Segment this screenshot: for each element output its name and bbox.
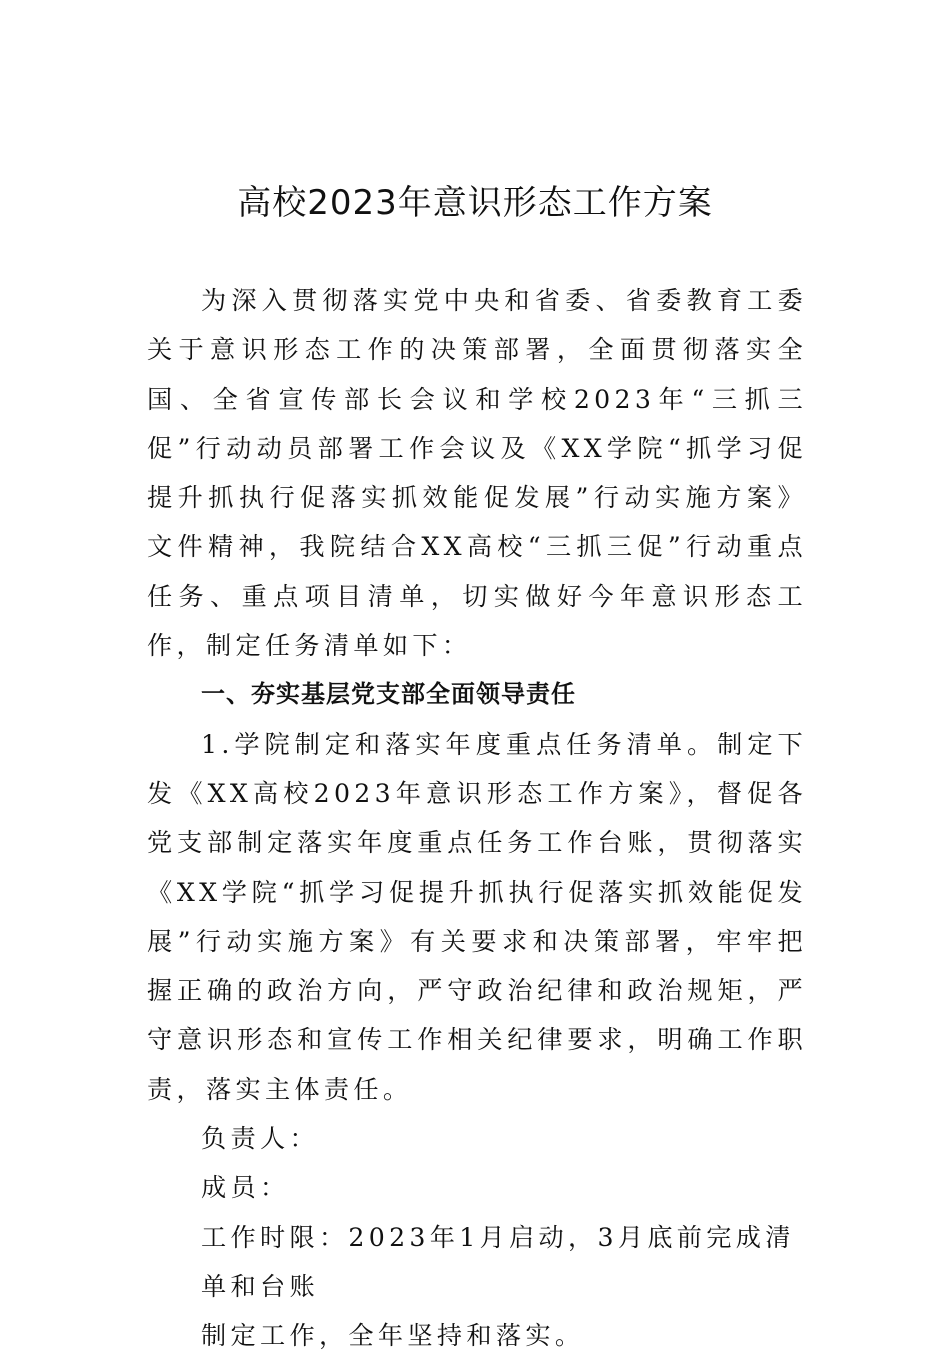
timeline-line-2: 制定工作，全年坚持和落实。 (201, 1321, 585, 1351)
responsible-line: 负责人： (201, 1124, 319, 1154)
document-body (147, 276, 807, 1361)
timeline-line-1: 工作时限：2023年1月启动，3月底前完成清单和台账 (201, 1222, 795, 1301)
item-1-paragraph: 1.学院制定和落实年度重点任务清单。制定下发《XX高校2023年意识形态工作方案》，督促各党支部制定落实年度重点任务工作台账，贯彻落实《XX学院“抓学习促提升抓执行促落实抓效能促发展”行动实施方案》有关要求和决策部署，牢牢把握正确的政治方向，严守政治纪律和政治规矩，严守意识形态和宣传工作相关纪律要求，明确工作职责，落实主体责任。 (147, 729, 807, 1104)
intro-paragraph: 为深入贯彻落实党中央和省委、省委教育工委关于意识形态工作的决策部署，全面贯彻落实全国、全省宣传部长会议和学校2023年“三抓三促”行动动员部署工作会议及《XX学院“抓学习促提升抓执行促落实抓效能促发展”行动实施方案》文件精神，我院结合XX高校“三抓三促”行动重点任务、重点项目清单，切实做好今年意识形态工作，制定任务清单如下： (147, 286, 808, 661)
document-title: 高校2023年意识形态工作方案 (237, 183, 713, 223)
section-heading: 一、夯实基层党支部全面领导责任 (201, 680, 576, 709)
members-line: 成员： (201, 1173, 290, 1203)
